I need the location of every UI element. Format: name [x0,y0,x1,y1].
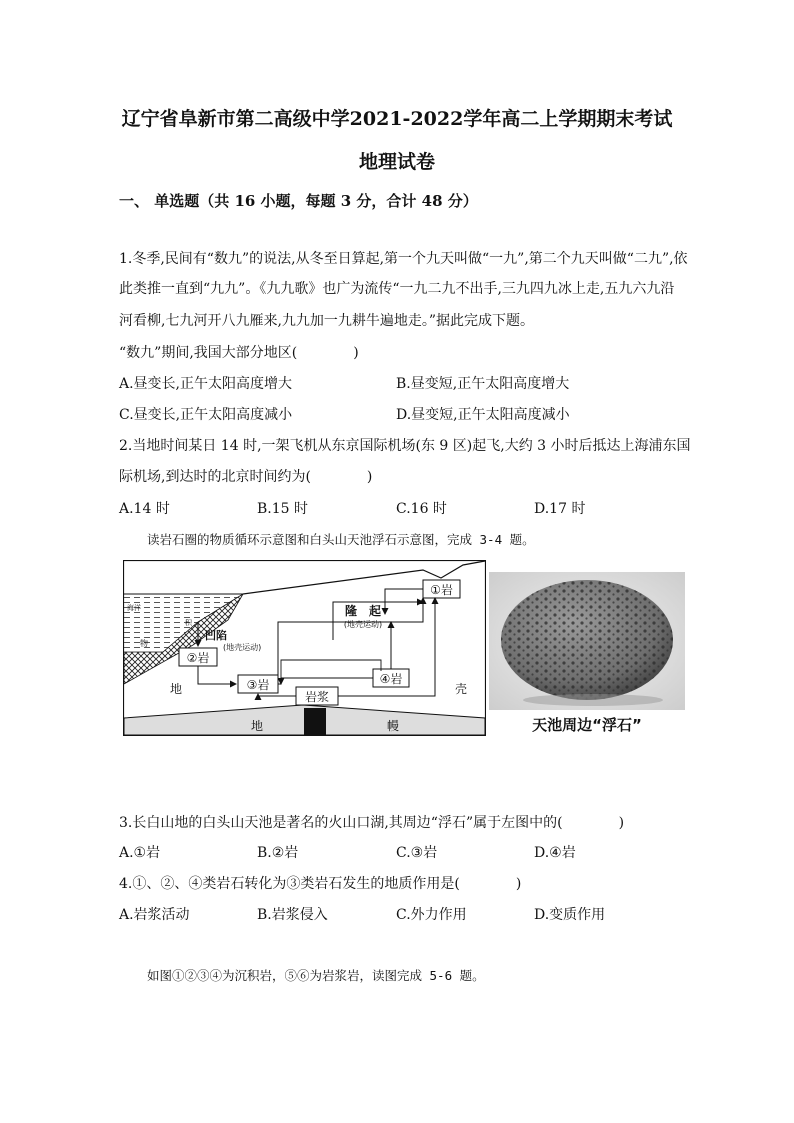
label-rock4: ④岩 [379,672,403,686]
label-subside-note: (地壳运动) [223,643,262,652]
label-uplift: 隆 起 [344,604,382,618]
q3-option-d: D.④岩 [534,845,576,861]
q4-option-c: C.外力作用 [396,907,467,923]
q2-option-a: A.14 时 [119,501,170,517]
q3-option-a: A.①岩 [119,845,161,861]
magma-conduit [304,708,326,735]
label-mantle-left: 地 [251,719,264,733]
label-crust-left: 地 [170,682,183,696]
q1-text-line-3: 河看柳,七九河开八九雁来,九九加一九耕牛遍地走。”据此完成下题。 [119,313,535,329]
label-rock2: ②岩 [186,651,210,665]
section-heading: 一、 单选题（共 16 小题，每题 3 分，合计 48 分） [119,192,478,210]
q1-stem: “数九”期间,我国大部分地区( ) [119,345,359,361]
label-crust-right: 壳 [455,682,468,696]
pumice-caption: 天池周边“浮石” [532,716,642,734]
rock-cycle-diagram [123,560,486,736]
q1-text-line-2: 此类推一直到“九九”。《九九歌》也广为流传“一九二九不出手,三九四九冰上走,五九六九沿 [119,281,675,297]
label-magma: 岩浆 [304,690,330,704]
pumice-photo [489,572,685,710]
q1-option-b: B.昼变短,正午太阳高度增大 [396,376,570,392]
intro-questions-5-6: 如图①②③④为沉积岩，⑤⑥为岩浆岩，读图完成 5-6 题。 [147,968,485,983]
q2-option-c: C.16 时 [396,501,447,517]
q1-option-c: C.昼变长,正午太阳高度减小 [119,407,293,423]
label-sea: 海洋 [127,604,141,612]
q3-stem: 3.长白山地的白头山天池是著名的火山口湖,其周边“浮石”属于左图中的( ) [119,815,625,831]
label-rock1: ①岩 [430,583,453,597]
q3-option-b: B.②岩 [257,845,299,861]
q1-option-a: A.昼变长,正午太阳高度增大 [119,376,293,392]
q2-text-line-1: 2.当地时间某日 14 时,一架飞机从东京国际机场(东 9 区)起飞,大约 3 小时后抵达上海浦东国 [119,438,691,454]
q2-text-line-2: 际机场,到达时的北京时间约为( ) [119,469,373,485]
q2-option-d: D.17 时 [534,501,586,517]
q4-option-a: A.岩浆活动 [119,907,190,923]
label-uplift-note: (地壳运动) [343,620,383,629]
label-subside: 凹陷 [205,629,227,642]
label-rock3: ③岩 [246,678,270,692]
label-ji: 积 [185,619,192,627]
label-wu: 物 [140,639,148,648]
q1-option-d: D.昼变短,正午太阳高度减小 [396,407,570,423]
q4-option-d: D.变质作用 [534,907,606,923]
q3-option-c: C.③岩 [396,845,438,861]
intro-questions-3-4: 读岩石圈的物质循环示意图和白头山天池浮石示意图，完成 3-4 题。 [147,532,535,547]
exam-title: 辽宁省阜新市第二高级中学2021-2022学年高二上学期期末考试 [121,108,673,130]
q1-text-line-1: 1.冬季,民间有“数九”的说法,从冬至日算起,第一个九天叫做“一九”,第二个九天叫做“二九”,依 [119,251,688,267]
q4-option-b: B.岩浆侵入 [257,907,328,923]
q4-stem: 4.①、②、④类岩石转化为③类岩石发生的地质作用是( ) [119,876,522,892]
exam-subject-title: 地理试卷 [358,151,435,173]
q2-option-b: B.15 时 [257,501,309,517]
label-mantle-right: 幔 [387,719,400,733]
